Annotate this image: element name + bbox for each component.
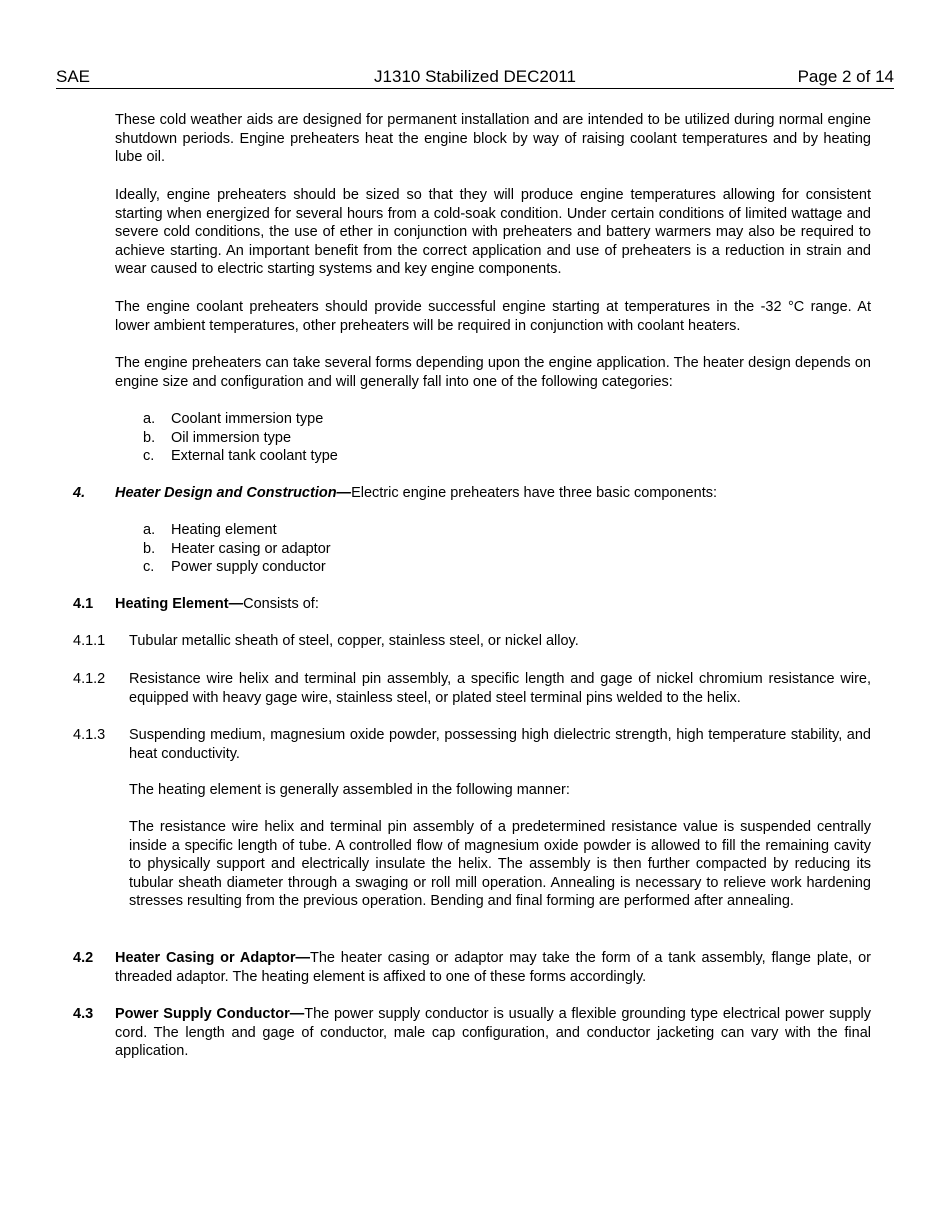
list-text: Heating element — [171, 522, 277, 538]
section-4-2-title: Heater Casing or Adaptor— — [115, 950, 310, 966]
list-marker: b. — [143, 540, 156, 557]
section-4-1-3-text: Suspending medium, magnesium oxide powder, possessing high dielectric strength, high temperature stability, and heat conductivity. — [129, 727, 871, 762]
section-4-3-number: 4.3 — [73, 1006, 94, 1022]
section-4-2-number: 4.2 — [73, 950, 94, 966]
section-4-title: Heater Design and Construction— — [115, 485, 352, 501]
section-4-1-2-text: Resistance wire helix and terminal pin assembly, a specific length and gage of nickel chromium resistance wire, equipped with heavy gage wire, stainless steel, or plated steel terminal pins welded to the helix. — [129, 671, 871, 706]
section-4-1-1-text: Tubular metallic sheath of steel, copper, stainless steel, or nickel alloy. — [129, 633, 579, 649]
section-4-1-2-number: 4.1.2 — [73, 671, 106, 687]
list-text: External tank coolant type — [171, 448, 338, 464]
section-4-3-title: Power Supply Conductor— — [115, 1006, 305, 1022]
paragraph-coolant-preheaters: The engine coolant preheaters should provide successful engine starting at temperatures in the -32 °C range. At lower ambient temperatures, other preheaters will be required in conjunction with coolant heaters. — [115, 299, 871, 334]
header-org: SAE — [56, 67, 91, 86]
paragraph-preheater-forms: The engine preheaters can take several forms depending upon the engine application. The heater design depends on engine size and configuration and will generally fall into one of the following categories: — [115, 355, 871, 390]
list-text: Heater casing or adaptor — [171, 540, 331, 557]
section-4-1-heading — [115, 595, 871, 614]
section-4-1-1-number: 4.1.1 — [73, 633, 106, 649]
section-4-1-3-number: 4.1.3 — [73, 727, 106, 743]
list-marker: a. — [143, 522, 156, 538]
section-4-heading — [115, 484, 871, 503]
section-4-3-body — [115, 1005, 871, 1061]
paragraph-cold-weather-aids: These cold weather aids are designed for permanent installation and are intended to be utilized during normal engine shutdown periods. Engine preheaters heat the engine block by way of raising coolant temperatures and by heating lube oil. — [115, 112, 871, 165]
header-doc-id: J1310 Stabilized DEC2011 — [374, 67, 576, 86]
section-4-1-text: Consists of: — [243, 596, 319, 612]
section-4-1-number: 4.1 — [73, 596, 94, 612]
list-marker: c. — [143, 448, 155, 464]
section-4-text: Electric engine preheaters have three basic components: — [351, 485, 717, 501]
paragraph-preheater-sizing: Ideally, engine preheaters should be sized so that they will produce engine temperatures allowing for consistent starting when energized for several hours from a cold-soak condition. Under certain conditions of limited wattage and severe cold conditions, the use of ether in conjunction with preheaters and battery warmers may also be required to achieve starting. An important benefit from the correct application and use of preheaters is a reduction in strain and wear caused to electric starting systems and key engine components. — [115, 187, 871, 277]
section-4-1-3-assembly-intro: The heating element is generally assembled in the following manner: — [129, 782, 570, 798]
section-4-1-title: Heating Element— — [115, 596, 244, 612]
list-marker: c. — [143, 559, 155, 575]
list-text: Coolant immersion type — [171, 411, 324, 427]
header-page-number: Page 2 of 14 — [797, 67, 894, 86]
section-4-2-text: The heater casing or adaptor may take the form of a tank assembly, flange plate, or threaded adaptor. The heating element is affixed to one of these forms accordingly. — [115, 950, 872, 985]
list-marker: b. — [143, 429, 156, 446]
section-4-2-body — [115, 949, 871, 986]
list-text: Power supply conductor — [171, 559, 326, 575]
section-4-3-text: The power supply conductor is usually a flexible grounding type electrical power supply cord. The length and gage of conductor, male cap configuration, and conductor jacketing can vary with the final application. — [115, 1006, 872, 1059]
section-4-number: 4. — [73, 485, 86, 501]
list-marker: a. — [143, 411, 156, 427]
section-4-1-3-assembly-detail: The resistance wire helix and terminal pin assembly of a predetermined resistance value is suspended centrally inside a specific length of tube. A controlled flow of magnesium oxide powder is allowed to fill the remaining cavity to physically support and electrically insulate the helix. The assembly is then further compacted by reducing its tubular sheath diameter through a swaging or roll mill operation. Annealing is necessary to relieve work hardening stresses resulting from the previous operation. Bending and final forming are performed after annealing. — [129, 819, 871, 909]
page-header — [56, 66, 894, 89]
list-text: Oil immersion type — [171, 429, 292, 446]
